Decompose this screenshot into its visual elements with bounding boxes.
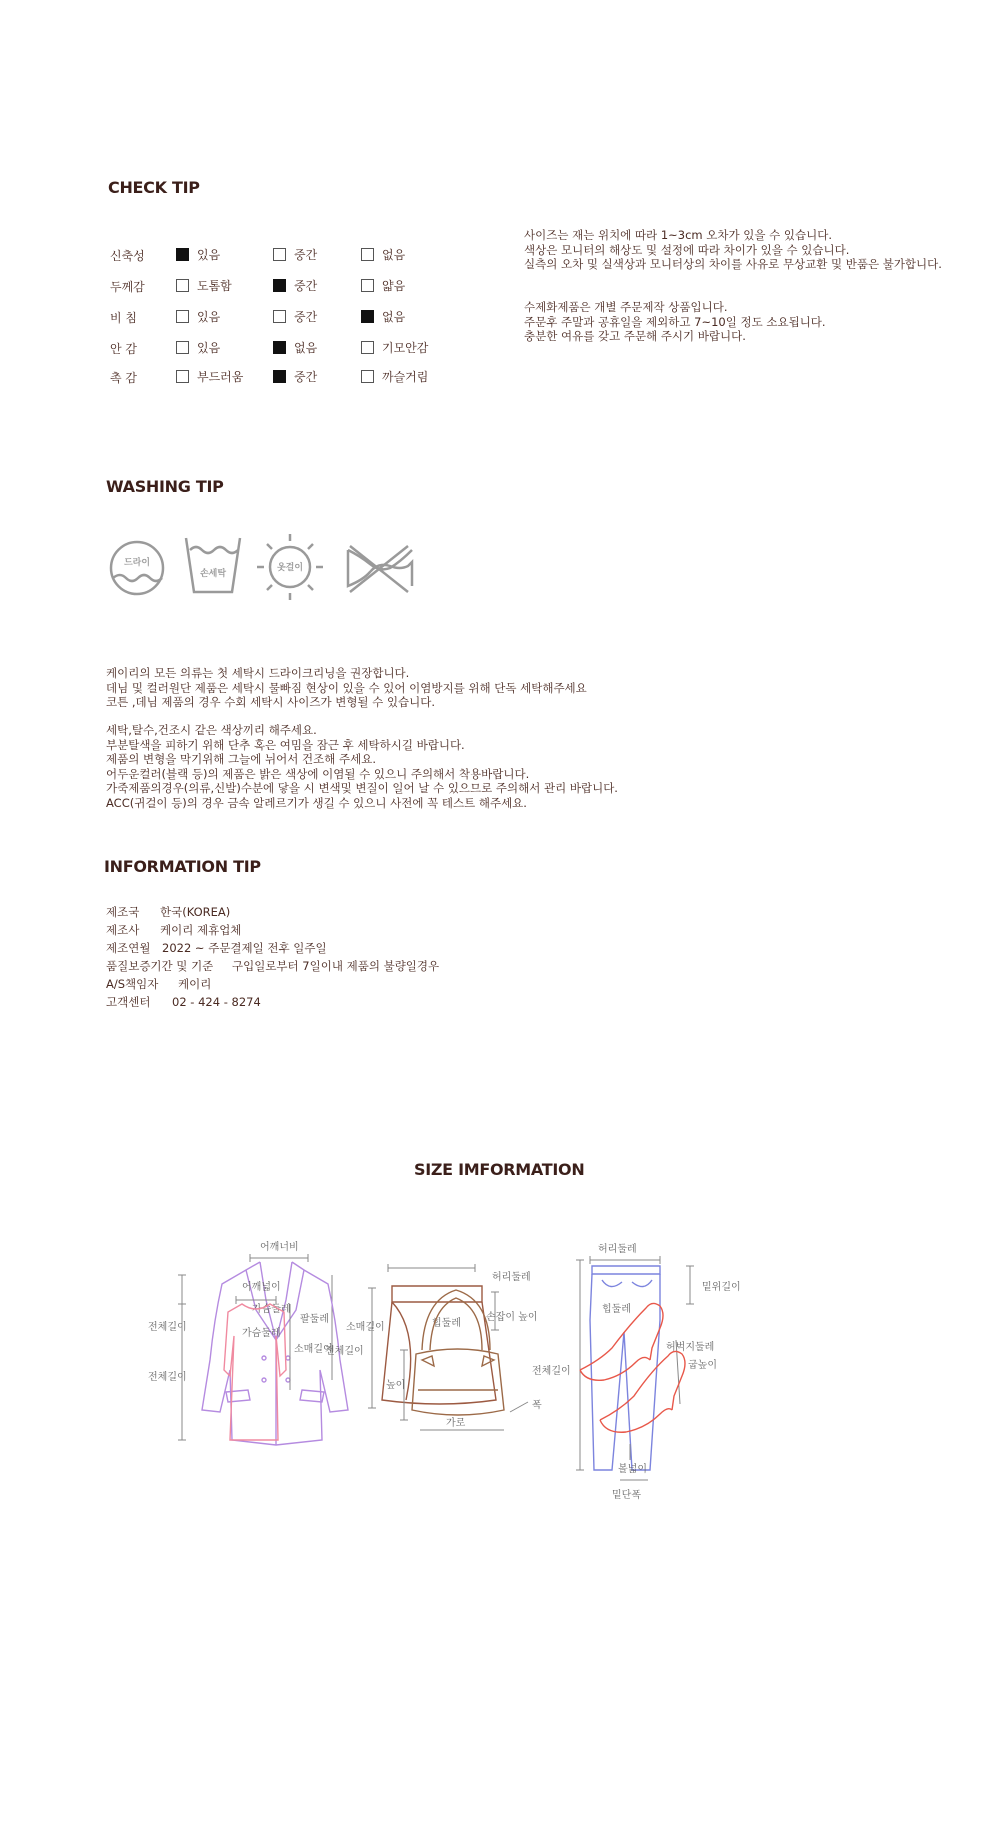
note-line: 주문후 주말과 공휴일을 제외하고 7~10일 정도 소요됩니다. (524, 314, 826, 329)
washing-line: 부분탈색을 피하기 위해 단추 혹은 여밈을 잠근 후 세탁하시길 바랍니다. (106, 737, 465, 752)
check-option[interactable] (176, 308, 220, 325)
note-line: 수제화제품은 개별 주문제작 상품입니다. (524, 300, 728, 314)
check-option[interactable] (361, 339, 428, 356)
check-tip-title: CHECK TIP (108, 178, 200, 197)
row-label: 비 침 (110, 311, 137, 325)
option-label: 없음 (294, 341, 318, 355)
checkbox-checked[interactable] (273, 279, 286, 292)
checkbox-checked[interactable] (361, 310, 374, 323)
row-label: 신축성 (110, 249, 145, 263)
check-option[interactable] (176, 246, 220, 263)
info-value: 구입일로부터 7일이내 제품의 불량일경우 (232, 959, 440, 973)
option-label: 중간 (294, 370, 318, 384)
pants-hip-label: 힙둘레 (602, 1304, 631, 1315)
option-label: 중간 (294, 310, 318, 324)
washing-line: 케이리의 모든 의류는 첫 세탁시 드라이크리닝을 권장합니다. (106, 666, 410, 680)
bag-width-label: 가로 (446, 1418, 466, 1429)
check-option[interactable] (176, 368, 243, 385)
bag-handle-label: 손잡이 높이 (486, 1312, 538, 1323)
skirt-diagram (325, 1264, 531, 1408)
checkbox[interactable] (273, 310, 286, 323)
info-row (106, 957, 439, 975)
check-option[interactable] (273, 339, 317, 356)
custom-order-notes (524, 300, 826, 344)
checkbox-checked[interactable] (273, 341, 286, 354)
information-tip-title: INFORMATION TIP (104, 857, 261, 876)
washing-para-1 (106, 666, 587, 710)
skirt-hip-label: 힙둘레 (432, 1318, 461, 1329)
note-line: 실측의 오차 및 실색상과 모니터상의 차이를 사유로 무상교환 및 반품은 불가합니다. (524, 257, 942, 272)
coat-shoulder-label: 어깨너비 (260, 1242, 299, 1253)
coat-length-label: 전체길이 (148, 1322, 187, 1333)
checkbox[interactable] (176, 279, 189, 292)
info-row (106, 975, 439, 993)
coat-chest-label: 가슴둘레 (252, 1304, 291, 1315)
option-label: 없음 (382, 248, 406, 262)
dry-clean-label: 드라이 (123, 558, 151, 568)
pants-diagram (532, 1242, 741, 1501)
row-label: 두께감 (110, 280, 145, 294)
hang-dry-label: 옷걸이 (276, 563, 304, 573)
info-value: 02 - 424 - 8274 (172, 995, 261, 1009)
information-list (106, 903, 439, 1011)
option-label: 부드러움 (197, 370, 244, 384)
dress-chest-label: 가슴둘레 (242, 1328, 281, 1339)
info-value: 한국(KOREA) (160, 905, 231, 919)
size-notes (524, 228, 942, 272)
washing-line: 데님 및 컬러원단 제품은 세탁시 물빠짐 현상이 있을 수 있어 이염방지를 위해 단독 세탁해주세요 (106, 680, 587, 695)
skirt-waist-label: 허리둘레 (492, 1272, 531, 1283)
option-label: 중간 (294, 248, 318, 262)
washing-para-2 (106, 723, 618, 811)
coat-diagram (148, 1240, 385, 1445)
info-row (106, 903, 439, 921)
info-key: 품질보증기간 및 기준 (106, 959, 214, 973)
washing-line: 제품의 변형을 막기위해 그늘에 뉘어서 건조해 주세요. (106, 752, 376, 767)
shoes-diagram (580, 1303, 717, 1475)
option-label: 있음 (197, 341, 221, 355)
size-information-title: SIZE IMFORMATION (414, 1160, 585, 1179)
note-line: 충분한 여유를 갖고 주문해 주시기 바랍니다. (524, 329, 746, 344)
checkbox[interactable] (273, 248, 286, 261)
checkbox[interactable] (361, 341, 374, 354)
option-label: 있음 (197, 310, 221, 324)
info-value: 2022 ~ 주문결제일 전후 일주일 (162, 941, 327, 955)
hand-wash-label: 손세탁 (199, 569, 227, 579)
no-wring-icon (348, 546, 412, 592)
bag-depth-label: 폭 (532, 1400, 542, 1411)
row-label: 안 감 (110, 342, 137, 356)
washing-line: 세탁,탈수,건조시 같은 색상끼리 해주세요. (106, 723, 317, 737)
info-value: 케이리 (178, 977, 212, 991)
check-option[interactable] (176, 339, 220, 356)
pants-hem-label: 밑단폭 (612, 1490, 641, 1501)
coat-sleeve-label: 소매길이 (346, 1322, 385, 1333)
option-label: 없음 (382, 310, 406, 324)
washing-line: 어두운컬러(블랙 등)의 제품은 밝은 색상에 이염될 수 있으니 주의해서 착용바랍니다. (106, 766, 530, 781)
pants-thigh-label: 허벅지둘레 (666, 1342, 715, 1353)
check-option[interactable] (273, 308, 317, 325)
pants-rise-label: 밑위길이 (702, 1282, 741, 1293)
checkbox[interactable] (361, 248, 374, 261)
hand-wash-icon (186, 538, 240, 592)
shoes-ball-label: 볼넓이 (618, 1464, 647, 1475)
dry-clean-icon (111, 542, 163, 594)
checkbox[interactable] (176, 341, 189, 354)
option-label: 있음 (197, 248, 221, 262)
option-label: 까슬거림 (382, 370, 429, 384)
note-line: 색상은 모니터의 해상도 및 설정에 따라 차이가 있을 수 있습니다. (524, 242, 850, 257)
size-diagrams (148, 1240, 860, 1700)
option-label: 얇음 (382, 279, 406, 293)
washing-line: 가죽제품의경우(의류,신발)수분에 닿을 시 변색및 변질이 일어 날 수 있으므로 주의해서 관리 바랍니다. (106, 781, 618, 796)
shoes-heel-label: 굽높이 (688, 1360, 717, 1371)
info-key: 제조국 (106, 905, 140, 919)
option-label: 도톰함 (197, 279, 232, 293)
option-label: 중간 (294, 279, 318, 293)
info-key: 제조연월 (106, 941, 151, 955)
washing-icons (108, 532, 428, 602)
washing-tip-title: WASHING TIP (106, 477, 224, 496)
row-label: 촉 감 (110, 371, 137, 385)
check-option[interactable] (273, 368, 317, 385)
info-key: 고객센터 (106, 995, 151, 1009)
checkbox[interactable] (176, 310, 189, 323)
check-option[interactable] (361, 277, 405, 294)
dress-sleeve-label: 소매길이 (294, 1344, 333, 1355)
dress-shoulder-label: 어깨넓이 (242, 1282, 281, 1293)
checkbox-checked[interactable] (273, 370, 286, 383)
washing-line: ACC(귀걸이 등)의 경우 금속 알레르기가 생길 수 있으니 사전에 꼭 테스트 해주세요. (106, 795, 527, 810)
info-row (106, 921, 439, 939)
bag-height-label: 높이 (386, 1380, 406, 1391)
checkbox[interactable] (361, 279, 374, 292)
check-option[interactable] (361, 308, 405, 325)
dress-diagram (148, 1280, 333, 1440)
coat-arm-label: 팔둘레 (300, 1314, 329, 1325)
check-option[interactable] (273, 277, 317, 294)
info-row (106, 939, 439, 957)
checkbox[interactable] (361, 370, 374, 383)
pants-waist-label: 허리둘레 (598, 1244, 637, 1255)
check-option[interactable] (273, 246, 317, 263)
check-option[interactable] (361, 368, 428, 385)
check-option[interactable] (361, 246, 405, 263)
info-value: 케이리 제휴업체 (160, 923, 242, 937)
info-key: 제조사 (106, 923, 140, 937)
check-option[interactable] (176, 277, 232, 294)
info-key: A/S책임자 (106, 977, 159, 991)
checkbox-checked[interactable] (176, 248, 189, 261)
checkbox[interactable] (176, 370, 189, 383)
bag-diagram (386, 1290, 542, 1430)
dress-length-label: 전체길이 (148, 1372, 187, 1383)
washing-line: 코튼 ,데님 제품의 경우 수회 세탁시 사이즈가 변형될 수 있습니다. (106, 695, 436, 710)
note-line: 사이즈는 재는 위치에 따라 1~3cm 오차가 있을 수 있습니다. (524, 228, 832, 242)
pants-length-label: 전체길이 (532, 1366, 571, 1377)
skirt-length-label: 전체길이 (325, 1346, 364, 1357)
option-label: 기모안감 (382, 341, 429, 355)
info-row (106, 993, 439, 1011)
